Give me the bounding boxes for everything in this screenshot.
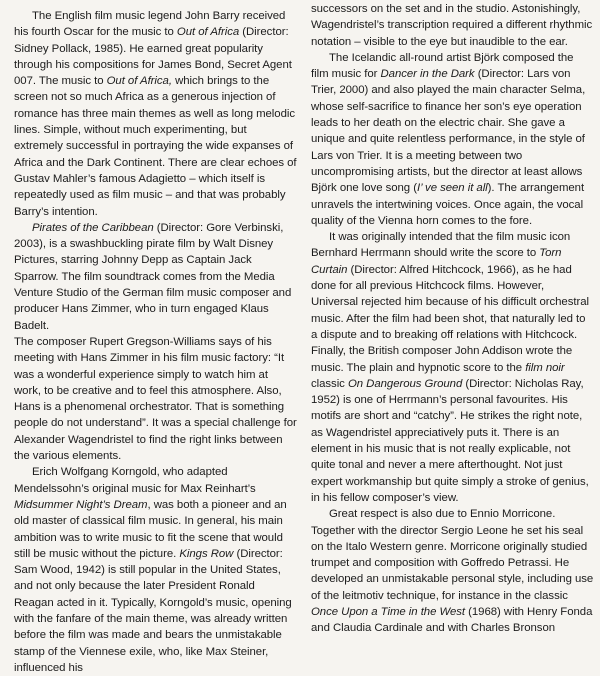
text-run: (Director: Alfred Hitchcock, 1966), as he had done for all previous Hitchcock films. However, Universal rejected him because of his difficult orchestral music. After the film had been shot, that naturally led to a dispute and to breaking off relations with Hitchcock. Finally, the British composer John Addison wrote the music. The plain and hypnotic score to the [311, 263, 589, 374]
text-run: (Director: Gore Verbinski, 2003), is a swashbuckling pirate film by Walt Disney Pictures, starring Johnny Depp as Captain Jack Sparrow. The film soundtrack comes from the Media Venture Studio of the German film music composer and producer Hans Zimmer, who in turn engaged Klaus Badelt. [14, 221, 292, 332]
italic-title: Dancer in the Dark [380, 68, 475, 81]
right-column [311, 1, 594, 635]
paragraph-continued [14, 334, 297, 464]
italic-title: film noir [525, 361, 565, 374]
italic-title: I’ ve seen it all [416, 182, 488, 195]
text-run: (Director: Lars von Trier, 2000) and also played the main character Selma, whose self-sacrifice to finance her son’s eye operation leads to her death on the electric chair. She gave a unique and quite relentless performance, in the style of Lars von Trier. It is a meeting between two uncompromising artists, but the director at least allows Björk one love song ( [311, 68, 586, 195]
text-run: classic [311, 377, 348, 390]
text-run: The English film music legend John Barry received his fourth Oscar for the music to [14, 10, 286, 39]
text-run: Great respect is also due to Ennio Morricone. Together with the director Sergio Leone he set his seal on the Italo Western genre. Morricone originally studied trumpet and composition with Goffredo Petrassi. He developed an unmistakable personal style, including use of the leitmotiv technique, for instance in the classic [311, 508, 594, 602]
italic-title: Kings Row [179, 547, 234, 560]
paragraph-continued [311, 1, 594, 50]
text-run: The composer Rupert Gregson-Williams says of his meeting with Hans Zimmer in his film music factory: “It was a wonderful experience simply to watch him at work, to be creative and to feel this atmosphere. Also, Hans is a phenomenal orchestrator. That is something people do not understand”. It was a special challenge for Alexander Wagendristel to find the right links between the various elements. [14, 335, 297, 463]
text-run: which brings to the screen not so much Africa as a generous injection of romance has three main themes as well as long melodic lines. Simple, without much experimenting, but extremely successful in portraying the wide expanses of Africa and the Dark Continent. There are clear echoes of Gustav Mahler’s famous Adagietto – which itself is repeatedly used as film music – and that was probably Barry’s intention. [14, 75, 297, 218]
paragraph [311, 229, 594, 506]
italic-title: Torn Curtain [311, 247, 562, 276]
text-run: Erich Wolfgang Korngold, who adapted Mendelssohn’s original music for Max Reinhart’s [14, 466, 256, 495]
italic-title: On Dangerous Ground [347, 377, 463, 390]
italic-title: Pirates of the Caribbean [32, 221, 154, 234]
text-run: , was both a pioneer and an old master of classical film music. In general, his main ambition was to write music to fit the scene that would still be music without the picture. [14, 498, 287, 560]
text-run: It was originally intended that the film music icon Bernhard Herrmann should write the score to [311, 231, 571, 260]
italic-title: Once Upon a Time in the West [311, 605, 466, 618]
text-run: (Director: Sidney Pollack, 1985). He earned great popularity through his compositions for James Bond, Secret Agent 007. The music to [14, 26, 292, 88]
paragraph [14, 220, 297, 334]
text-run: (Director: Sam Wood, 1942) is still popular in the United States, and not only because the later President Ronald Reagan acted in it. Typically, Korngold’s music, opening with the fanfare of the main theme, was already written before the film was made and bears the unmistakable stamp of the Viennese exile, who, like Max Steiner, influenced his [14, 547, 292, 674]
text-run: (Director: Nicholas Ray, 1952) is one of Herrmann’s personal favourites. His motifs are short and “catchy”. He strikes the right note, as Wagendristel appreciatively puts it. There is an element in his music that is not really explicable, not quite tonal and never a mere afterthought. Not just expert workmanship but quite simply a stroke of genius, in his fellow composer’s view. [311, 377, 589, 504]
paragraph [14, 464, 297, 676]
italic-title: Midsummer Night’s Dream [14, 498, 148, 511]
paragraph [311, 506, 594, 636]
text-run: ). The arrangement unravels the intertwining voices. Once again, the vocal quality of the Vienna horn comes to the fore. [311, 182, 585, 227]
italic-title: Out of Africa, [106, 75, 172, 88]
paragraph [311, 50, 594, 229]
text-run: The Icelandic all-round artist Björk composed the film music for [311, 51, 574, 81]
paragraph [14, 8, 297, 220]
left-column [14, 8, 297, 674]
text-run: (1968) with Henry Fonda and Claudia Cardinale and with Charles Bronson [311, 605, 593, 635]
italic-title: Out of Africa [176, 26, 240, 39]
text-run: successors on the set and in the studio. Astonishingly, Wagendristel’s transcription required a different rhythmic notation – visible to the eye but inaudible to the ear. [311, 3, 593, 48]
